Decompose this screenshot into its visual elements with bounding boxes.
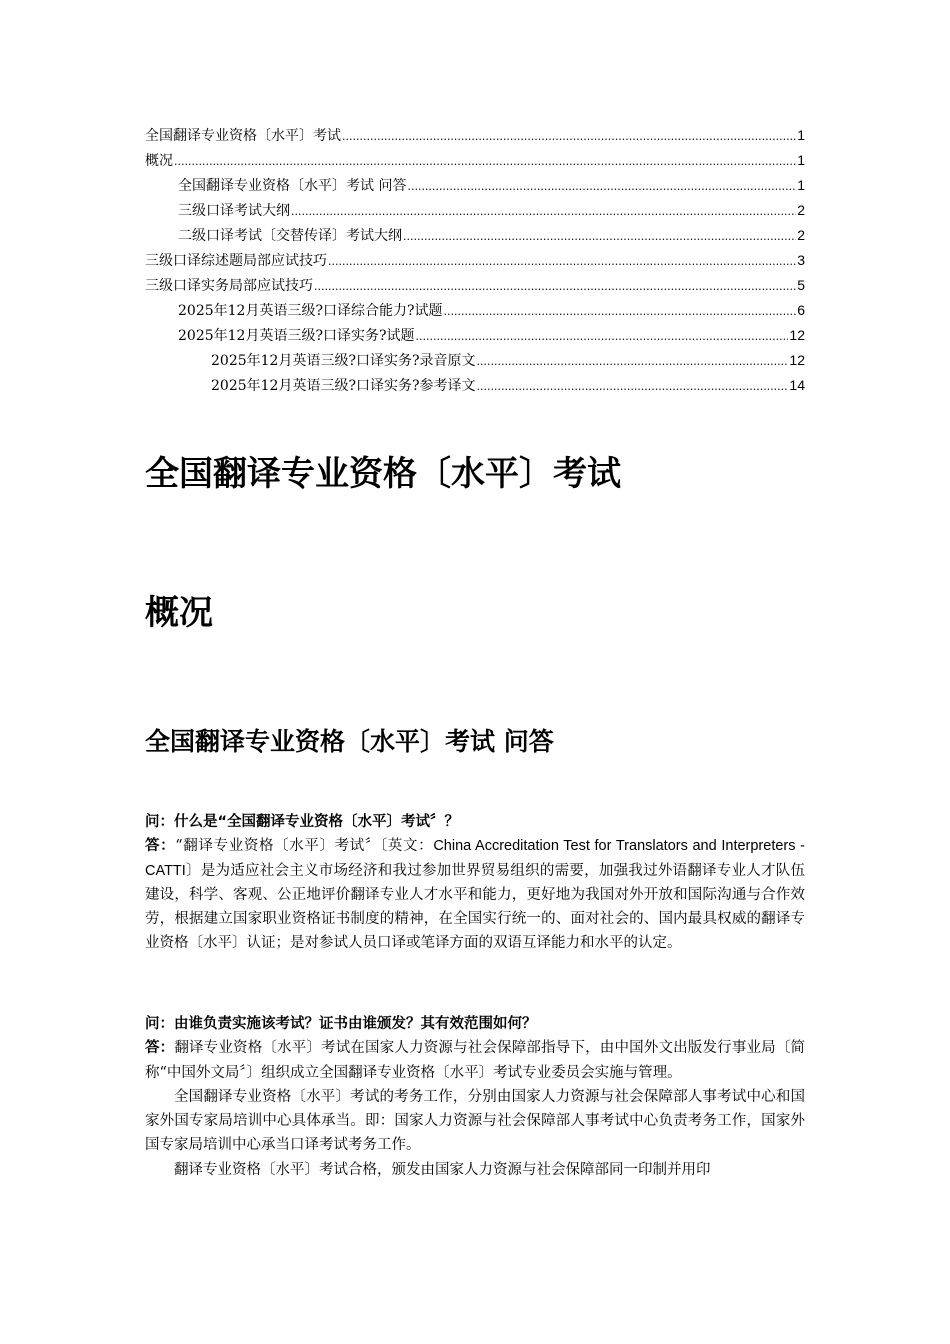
- toc-entry-title: 三级口译综述题局部应试技巧: [145, 253, 327, 269]
- toc-entry[interactable]: [145, 198, 805, 223]
- toc-entry-page: 12: [789, 327, 805, 343]
- toc-leader-dots: [443, 299, 796, 323]
- toc-entry[interactable]: [145, 273, 805, 298]
- toc-entry[interactable]: [145, 298, 805, 323]
- toc-leader-dots: [403, 224, 796, 248]
- answer-text-pre: “翻译专业资格〔水平〕考试〞〔英文：: [175, 838, 434, 855]
- answer-text-post: 〕是为适应社会主义市场经济和我过参加世界贸易组织的需要，加强我过外语翻译专业人才队伍建设，科学、客观、公正地评价翻译专业人才水平和能力，更好地为我国对外开放和国际沟通与合作效劳，根据建立国家职业资格证书制度的精神，在全国实行统一的、面对社会的、国内最具权威的翻译专业资格〔水平〕认证；是对参试人员口译或笔译方面的双语互译能力和水平的认定。: [145, 862, 805, 952]
- toc-leader-dots: [407, 174, 796, 198]
- heading-2-qa: 全国翻译专业资格〔水平〕考试 问答: [145, 727, 554, 756]
- toc-leader-dots: [314, 274, 796, 298]
- qa-question: 问：由谁负责实施该考试？证书由谁颁发？其有效范围如何？: [145, 1016, 537, 1032]
- paragraph: 翻译专业资格〔水平〕考试合格，颁发由国家人力资源与社会保障部同一印制并用印: [174, 1161, 711, 1178]
- toc-entry-title: 二级口译考试〔交替传译〕考试大纲: [178, 228, 402, 244]
- qa-block-1: [145, 810, 805, 956]
- toc-leader-dots: [415, 324, 788, 348]
- toc-entry-page: 2: [797, 227, 805, 243]
- toc-entry[interactable]: [145, 173, 805, 198]
- answer-label: 答：: [145, 838, 176, 855]
- toc-entry-title: 三级口译实务局部应试技巧: [145, 278, 313, 294]
- toc-entry-page: 3: [797, 252, 805, 268]
- toc-entry[interactable]: [145, 148, 805, 173]
- heading-1-overview: 概况: [145, 593, 213, 633]
- qa-question: 问：什么是“全国翻译专业资格〔水平〕考试〞？: [145, 814, 460, 830]
- toc-entry-title: 概况: [145, 153, 173, 169]
- toc-entry-title: 全国翻译专业资格〔水平〕考试: [145, 128, 341, 144]
- toc-entry-title: 2025年12月英语三级?口译实务?试题: [178, 328, 415, 344]
- toc-entry-page: 2: [797, 202, 805, 218]
- toc-entry[interactable]: [145, 248, 805, 273]
- qa-answer: [145, 1036, 805, 1085]
- toc-entry[interactable]: [145, 373, 805, 398]
- toc-entry-page: 5: [797, 277, 805, 293]
- page-content: [145, 123, 805, 1178]
- heading-1-title: 全国翻译专业资格〔水平〕考试: [145, 454, 621, 494]
- answer-text: 翻译专业资格〔水平〕考试在国家人力资源与社会保障部指导下，由中国外文出版发行事业局〔简称“中国外文局〞〕组织成立全国翻译专业资格〔水平〕考试专业委员会实施与管理。: [145, 1040, 805, 1081]
- toc-entry-title: 2025年12月英语三级?口译实务?参考译文: [211, 378, 476, 394]
- toc-leader-dots: [342, 124, 796, 148]
- toc-leader-dots: [476, 374, 788, 398]
- toc-entry[interactable]: [145, 348, 805, 373]
- answer-text-latin: China Accreditation Test for Translators and Interpreters - CATTI: [145, 838, 805, 879]
- toc-entry-page: 12: [789, 352, 805, 368]
- qa-block-2: [145, 1012, 805, 1182]
- toc-entry[interactable]: [145, 123, 805, 148]
- toc-leader-dots: [328, 249, 796, 273]
- toc-leader-dots: [476, 349, 788, 373]
- toc-entry-page: 6: [797, 302, 805, 318]
- toc-entry-page: 1: [797, 152, 805, 168]
- toc-entry-title: 三级口译考试大纲: [178, 203, 290, 219]
- table-of-contents: [145, 123, 805, 398]
- qa-answer: [145, 834, 805, 955]
- paragraph: 全国翻译专业资格〔水平〕考试的考务工作，分别由国家人力资源与社会保障部人事考试中心和国家外国专家局培训中心具体承当。即：国家人力资源与社会保障部人事考试中心负责考务工作，国家外国专家局培训中心承当口译考试考务工作。: [145, 1088, 805, 1154]
- answer-label: 答：: [145, 1040, 175, 1057]
- toc-entry-title: 2025年12月英语三级?口译综合能力?试题: [178, 303, 443, 319]
- toc-entry-title: 2025年12月英语三级?口译实务?录音原文: [211, 353, 476, 369]
- toc-entry-page: 1: [797, 127, 805, 143]
- toc-entry[interactable]: [145, 223, 805, 248]
- toc-entry[interactable]: [145, 323, 805, 348]
- toc-entry-page: 1: [797, 177, 805, 193]
- toc-leader-dots: [174, 149, 796, 173]
- toc-entry-title: 全国翻译专业资格〔水平〕考试 问答: [178, 178, 407, 194]
- toc-entry-page: 14: [789, 377, 805, 393]
- toc-leader-dots: [291, 199, 796, 223]
